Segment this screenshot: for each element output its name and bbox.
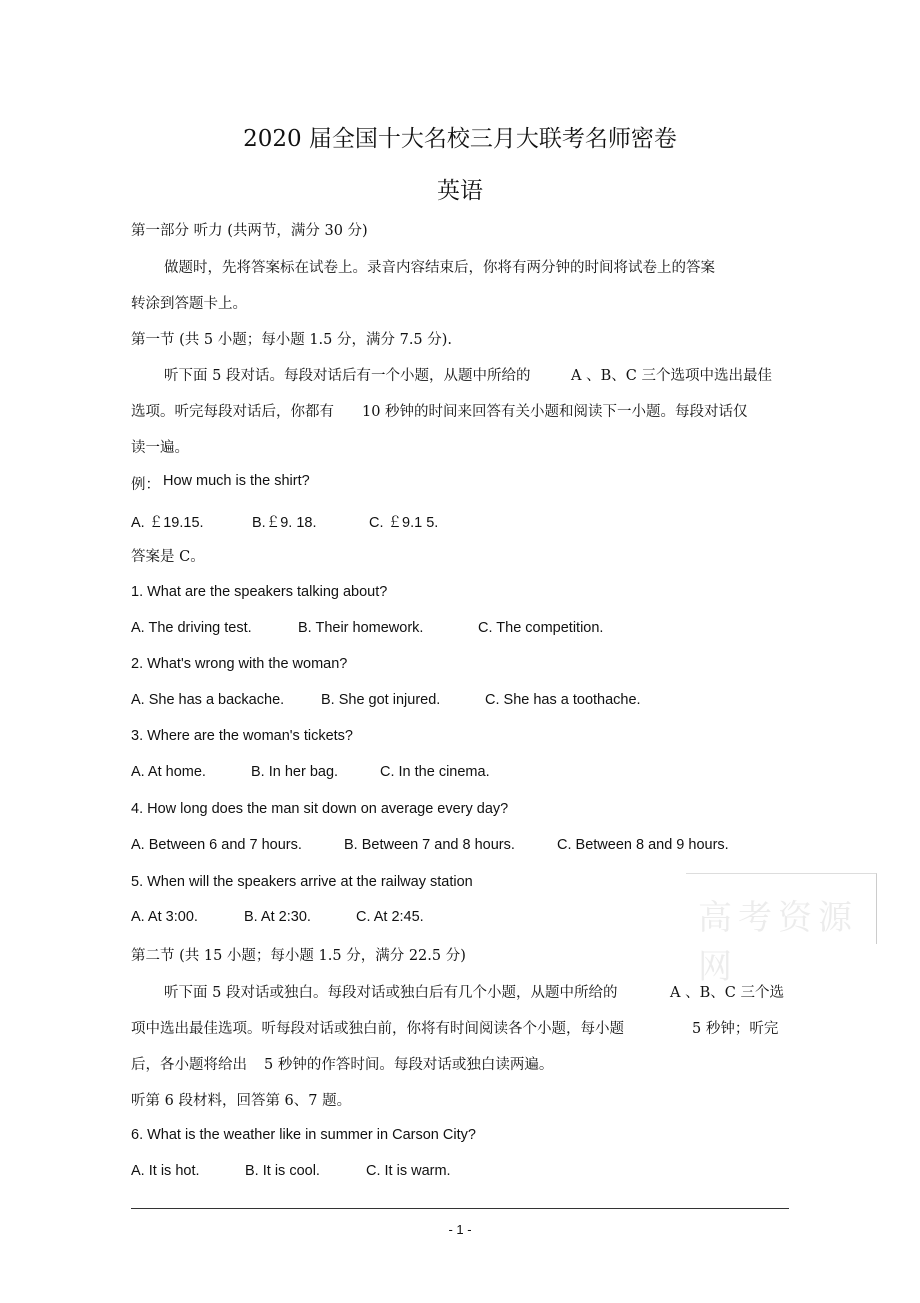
section2-instr-2b: 5 秒钟；听完	[692, 1021, 779, 1037]
example-question: How much is the shirt?	[163, 473, 310, 489]
question-2: 2. What's wrong with the woman?	[131, 656, 348, 672]
q2-option-c: C. She has a toothache.	[485, 692, 641, 708]
question-6: 6. What is the weather like in summer in Carson City?	[131, 1127, 476, 1143]
q3-option-a: A. At home.	[131, 764, 206, 780]
q6-option-b: B. It is cool.	[245, 1163, 320, 1179]
q4-option-c: C. Between 8 and 9 hours.	[557, 837, 729, 853]
section2-heading: 第二节 (共 15 小题；每小题 1.5 分，满分 22.5 分)	[131, 948, 466, 964]
section1-instr-1a: 听下面 5 段对话。每段对话后有一个小题，从题中所给的	[164, 368, 531, 384]
q4-option-b: B. Between 7 and 8 hours.	[344, 837, 515, 853]
section2-instr-1b: A 、B、C 三个选	[670, 985, 784, 1001]
q1-option-a: A. The driving test.	[131, 620, 252, 636]
watermark-text: 高考资源网	[698, 898, 858, 987]
q5-option-a: A. At 3:00.	[131, 909, 198, 925]
question-3: 3. Where are the woman's tickets?	[131, 728, 353, 744]
section1-instr-2a: 选项。听完每段对话后，你都有	[131, 404, 334, 420]
q6-option-a: A. It is hot.	[131, 1163, 200, 1179]
section1-instr-1b: A 、B、C 三个选项中选出最佳	[571, 368, 772, 384]
document-subtitle: 英语	[437, 178, 483, 204]
page-number: - 1 -	[448, 1222, 472, 1237]
q5-option-b: B. At 2:30.	[244, 909, 311, 925]
question-5: 5. When will the speakers arrive at the railway station	[131, 874, 473, 890]
material-6-label: 听第 6 段材料，回答第 6、7 题。	[131, 1093, 352, 1109]
section2-instr-3b: 5 秒钟的作答时间。每段对话或独白读两遍。	[264, 1057, 554, 1073]
q6-option-c: C. It is warm.	[366, 1163, 451, 1179]
question-1: 1. What are the speakers talking about?	[131, 584, 388, 600]
watermark	[686, 873, 877, 987]
section1-instr-3a: 读一遍。	[131, 440, 189, 456]
question-4: 4. How long does the man sit down on average every day?	[131, 801, 509, 817]
part1-heading: 第一部分 听力 (共两节，满分 30 分)	[131, 223, 368, 239]
q4-option-a: A. Between 6 and 7 hours.	[131, 837, 302, 853]
q5-option-c: C. At 2:45.	[356, 909, 424, 925]
part1-instruction-line2: 转涂到答题卡上。	[131, 296, 247, 312]
section2-instr-2a: 项中选出最佳选项。听每段对话或独白前，你将有时间阅读各个小题，每小题	[131, 1021, 624, 1037]
q3-option-b: B. In her bag.	[251, 764, 339, 780]
document-title: 2020 届全国十大名校三月大联考名师密卷	[243, 126, 677, 152]
section1-instr-2b: 10 秒钟的时间来回答有关小题和阅读下一小题。每段对话仅	[362, 404, 748, 420]
q2-option-b: B. She got injured.	[321, 692, 441, 708]
q1-option-b: B. Their homework.	[298, 620, 424, 636]
section1-heading: 第一节 (共 5 小题；每小题 1.5 分，满分 7.5 分).	[131, 332, 453, 348]
q2-option-a: A. She has a backache.	[131, 692, 285, 708]
example-option-c: C. ￡9.1 5.	[369, 515, 439, 531]
example-option-b: B.￡9. 18.	[252, 515, 317, 531]
example-label: 例：	[131, 477, 160, 493]
example-answer: 答案是 C。	[131, 549, 205, 565]
q3-option-c: C. In the cinema.	[380, 764, 490, 780]
footer-divider	[131, 1208, 789, 1209]
q1-option-c: C. The competition.	[478, 620, 604, 636]
example-option-a: A. ￡19.15.	[131, 515, 204, 531]
section2-instr-1a: 听下面 5 段对话或独白。每段对话或独白后有几个小题，从题中所给的	[164, 985, 618, 1001]
section2-instr-3a: 后，各小题将给出	[131, 1057, 247, 1073]
part1-instruction-line1: 做题时，先将答案标在试卷上。录音内容结束后，你将有两分钟的时间将试卷上的答案	[164, 260, 715, 276]
